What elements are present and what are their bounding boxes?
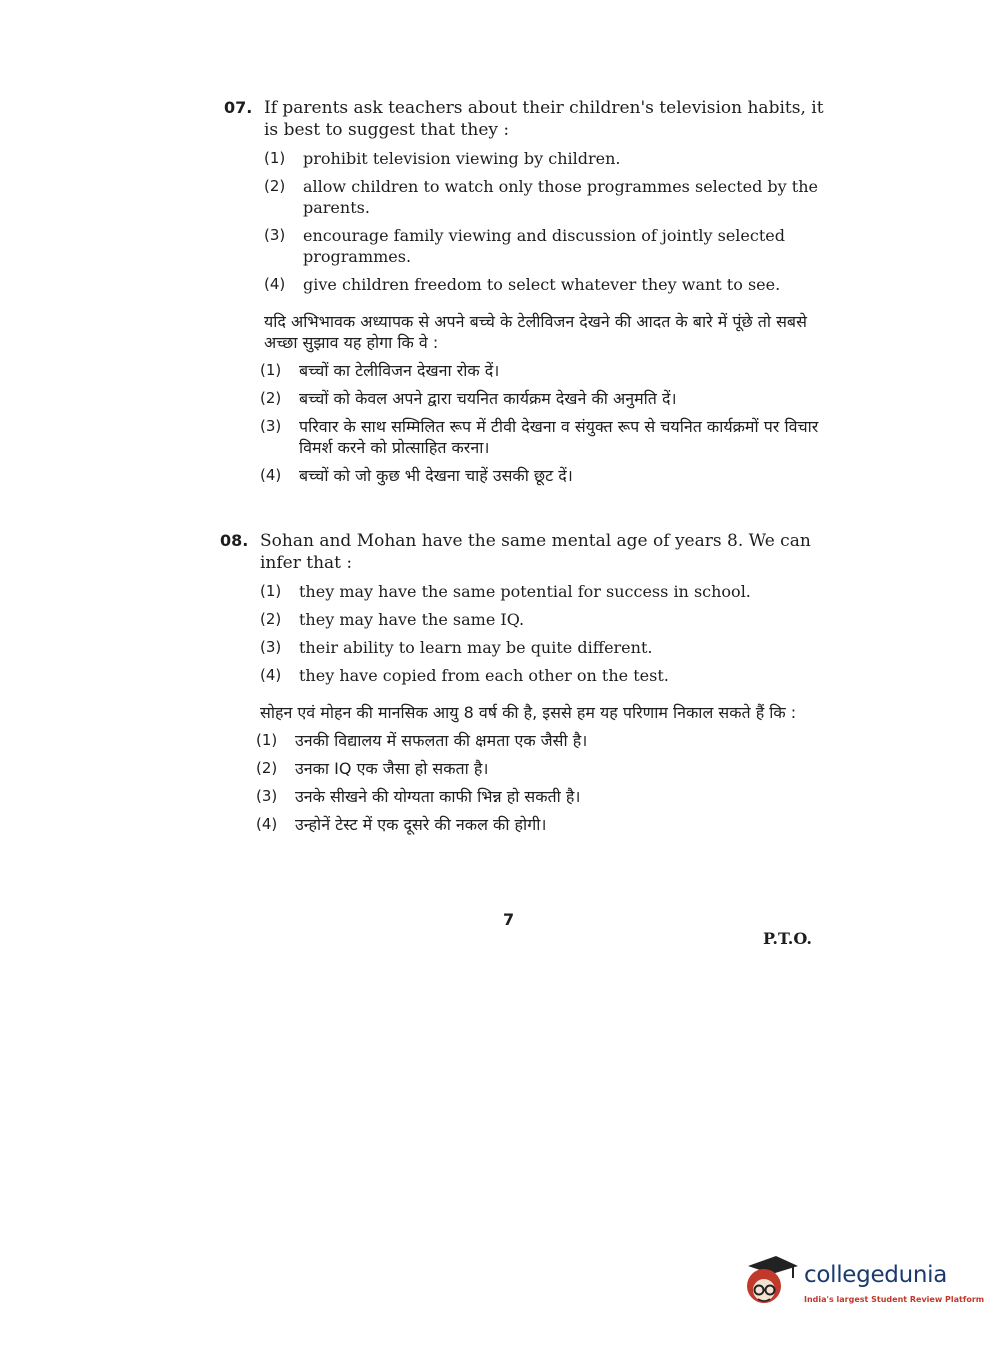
option-number: (4) (264, 275, 286, 293)
option-number: (2) (256, 759, 278, 777)
option-text: give children freedom to select whatever they want to see. (303, 275, 781, 294)
option-number: (1) (260, 361, 282, 379)
option-text: they may have the same potential for success in school. (299, 582, 751, 601)
question-number: 07. (224, 98, 253, 117)
option (260, 637, 835, 658)
option-number: (1) (256, 731, 278, 749)
option-number: (2) (260, 389, 282, 407)
question-text: If parents ask teachers about their children's television habits, it is best to suggest that they : (264, 98, 824, 140)
hindi-option (256, 814, 835, 835)
option-number: (3) (264, 226, 286, 244)
option-text: उनकी विद्यालय में सफलता की क्षमता एक जैसी है। (295, 731, 588, 750)
option (264, 176, 839, 218)
option-number: (2) (260, 610, 282, 628)
hindi-option (256, 786, 835, 807)
hindi-option (256, 758, 835, 779)
option-text: they may have the same IQ. (299, 610, 525, 629)
hindi-option (260, 388, 839, 409)
option-number: (3) (260, 417, 282, 435)
hindi-options-list (260, 360, 839, 486)
option-text: encourage family viewing and discussion of jointly selected programmes. (303, 226, 785, 266)
option-text: बच्चों को जो कुछ भी देखना चाहें उसकी छूट दें। (299, 466, 573, 485)
option-text: उनका IQ एक जैसा हो सकता है। (295, 759, 489, 778)
hindi-option (260, 465, 839, 486)
option (264, 274, 839, 295)
hindi-translation (256, 702, 835, 835)
option-text: prohibit television viewing by children. (303, 149, 621, 168)
options-list (264, 148, 839, 295)
option-text: allow children to watch only those programmes selected by the parents. (303, 177, 818, 217)
option-number: (4) (260, 666, 282, 684)
question-08 (220, 530, 835, 835)
option-number: (4) (260, 466, 282, 484)
hindi-options-list (256, 730, 835, 835)
option (264, 225, 839, 267)
hindi-option (256, 730, 835, 751)
option-number: (3) (260, 638, 282, 656)
option-text: उन्होनें टेस्ट में एक दूसरे की नकल की होगी। (295, 815, 547, 834)
option-number: (1) (264, 149, 286, 167)
brand-watermark (742, 1252, 985, 1322)
question-07 (224, 97, 839, 486)
option-text: they have copied from each other on the test. (299, 666, 669, 685)
question-number: 08. (220, 531, 249, 550)
option-text: बच्चों को केवल अपने द्वारा चयनित कार्यक्रम देखने की अनुमति दें। (299, 389, 677, 408)
option (264, 148, 839, 169)
option-text: their ability to learn may be quite different. (299, 638, 653, 657)
question-text: Sohan and Mohan have the same mental age of years 8. We can infer that : (260, 531, 811, 573)
question-07-header (224, 97, 839, 141)
question-08-header (220, 530, 835, 574)
brand-name: collegedunia (804, 1262, 948, 1288)
hindi-question-text: सोहन एवं मोहन की मानसिक आयु 8 वर्ष की है, इससे हम यह परिणाम निकाल सकते हैं कि : (260, 703, 797, 722)
option-number: (2) (264, 177, 286, 195)
option (260, 609, 835, 630)
option (260, 581, 835, 602)
option-text: परिवार के साथ सम्मिलित रूप में टीवी देखना व संयुक्त रूप से चयनित कार्यक्रमों पर विचार विमर्श करने को प्रोत्साहित करना। (299, 417, 819, 457)
hindi-question-text: यदि अभिभावक अध्यापक से अपने बच्चे के टेलीविजन देखने की आदत के बारे में पूंछे तो सबसे अच्छा सुझाव यह होगा कि वे : (264, 312, 807, 352)
option-text: उनके सीखने की योग्यता काफी भिन्न हो सकती है। (295, 787, 581, 806)
hindi-option (260, 360, 839, 381)
hindi-translation (260, 311, 839, 486)
pto-label: P.T.O. (763, 929, 812, 948)
options-list (260, 581, 835, 686)
brand-tagline: India's largest Student Review Platform (804, 1295, 985, 1304)
option-text: बच्चों का टेलीविजन देखना रोक दें। (299, 361, 500, 380)
option (260, 665, 835, 686)
option-number: (4) (256, 815, 278, 833)
option-number: (3) (256, 787, 278, 805)
hindi-option (260, 416, 839, 458)
collegedunia-logo-icon (742, 1252, 800, 1312)
page-number: 7 (503, 910, 515, 929)
option-number: (1) (260, 582, 282, 600)
